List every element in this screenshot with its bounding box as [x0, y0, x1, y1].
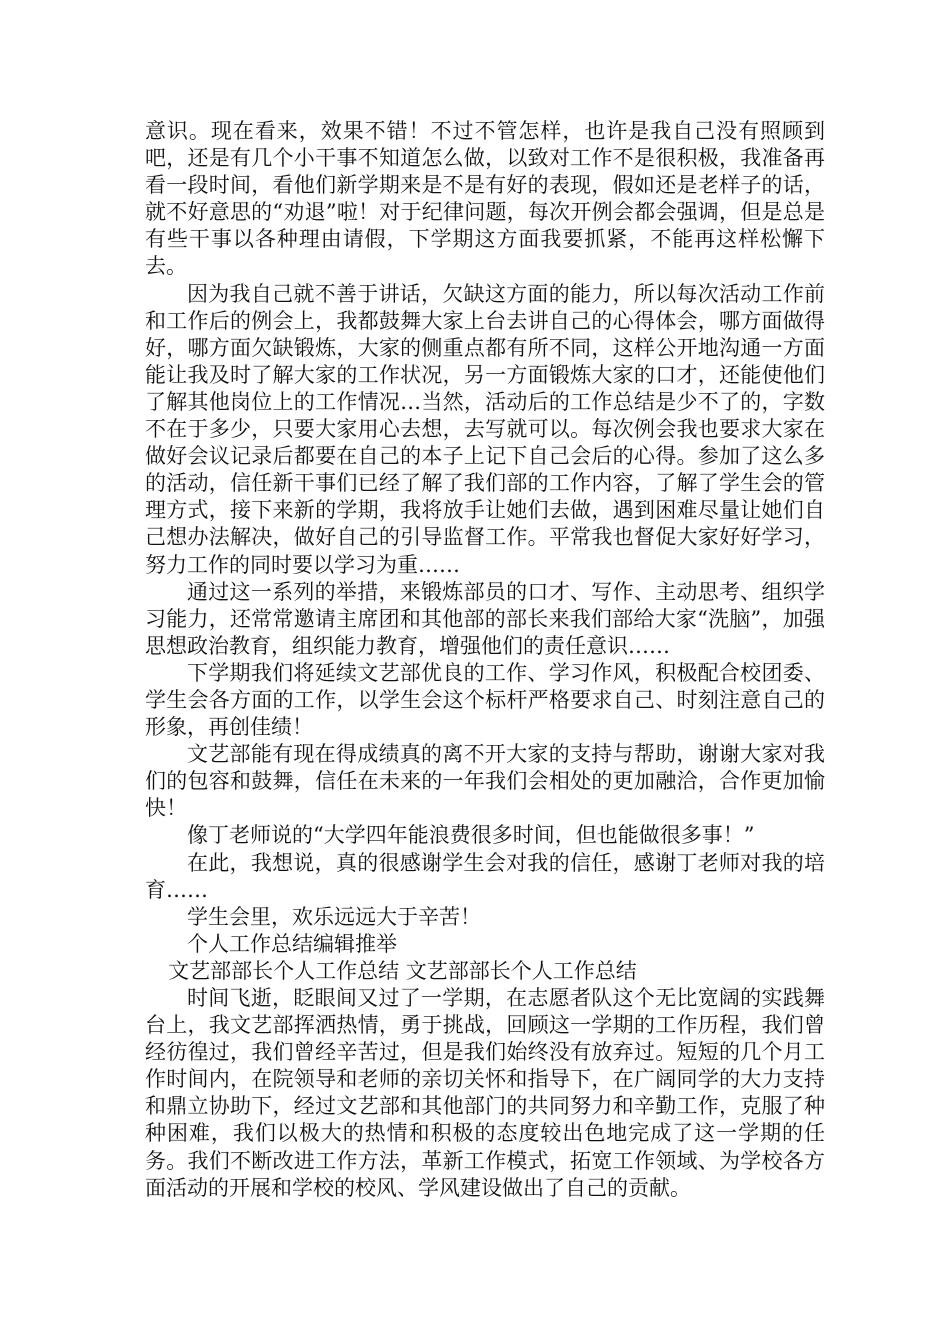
- paragraph-gratitude: 在此，我想说，真的很感谢学生会对我的信任，感谢丁老师对我的培育……: [145, 850, 825, 902]
- document-body: [145, 118, 825, 1202]
- section-heading: 个人工作总结编辑推举: [187, 931, 397, 956]
- paragraph-thanks: 文艺部能有现在得成绩真的离不开大家的支持与帮助，谢谢大家对我们的包容和鼓舞，信任在未来的一年我们会相处的更加融洽，合作更加愉快！: [145, 742, 825, 821]
- article-title: 文艺部部长个人工作总结 文艺部部长个人工作总结: [168, 958, 637, 983]
- paragraph-discipline: 意识。现在看来，效果不错！不过不管怎样，也许是我自己没有照顾到吧，还是有几个小干事不知道怎么做，以致对工作不是很积极，我准备再看一段时间，看他们新学期来是不是有好的表现，假如还是老样子的话，就不好意思的“劝退”啦！对于纪律问题，每次开例会都会强调，但是总是有些干事以各种理由请假，下学期这方面我要抓紧，不能再这样松懈下去。: [145, 119, 825, 279]
- paragraph-quote: 像丁老师说的“大学四年能浪费很多时间，但也能做很多事！”: [187, 823, 755, 848]
- paragraph-meetings: 因为我自己就不善于讲话，欠缺这方面的能力，所以每次活动工作前和工作后的例会上，我都鼓舞大家上台去讲自己的心得体会，哪方面做得好，哪方面欠缺锻炼，大家的侧重点都有所不同，这样公开地沟通一方面能让我及时了解大家的工作状况，另一方面锻炼大家的口才，还能使他们了解其他岗位上的工作情况…当然，活动后的工作总结是少不了的，字数不在于多少，只要大家用心去想，去写就可以。每次例会我也要求大家在做好会议记录后都要在自己的本子上记下自己会后的心得。参加了这么多的活动，信任新干事们已经了解了我们部的工作内容，了解了学生会的管理方式，接下来新的学期，我将放手让她们去做，遇到困难尽量让她们自己想办法解决，做好自己的引导监督工作。平常我也督促大家好好学习，努力工作的同时要以学习为重……: [145, 281, 825, 577]
- paragraph-measures: 通过这一系列的举措，来锻炼部员的口才、写作、主动思考、组织学习能力，还常常邀请主席团和其他部的部长来我们部给大家“洗脑”，加强思想政治教育，组织能力教育，增强他们的责任意识……: [145, 579, 825, 658]
- paragraph-next-term: 下学期我们将延续文艺部优良的工作、学习作风，积极配合校团委、学生会各方面的工作，以学生会这个标杆严格要求自己、时刻注意自己的形象，再创佳绩！: [145, 660, 825, 740]
- paragraph-joy: 学生会里，欢乐远远大于辛苦！: [187, 904, 481, 929]
- paragraph-review: 时间飞逝，眨眼间又过了一学期，在志愿者队这个无比宽阔的实践舞台上，我文艺部挥洒热情，勇于挑战，回顾这一学期的工作历程，我们曾经彷徨过，我们曾经辛苦过，但是我们始终没有放弃过。短短的几个月工作时间内，在院领导和老师的亲切关怀和指导下，在广阔同学的大力支持和鼎立协助下，经过文艺部和其他部门的共同努力和辛勤工作，克服了种种困难，我们以极大的热情和积极的态度较出色地完成了这一学期的任务。我们不断改进工作方法，革新工作模式，拓宽工作领域、为学校各方面活动的开展和学校的校风、学风建设做出了自己的贡献。: [145, 986, 825, 1200]
